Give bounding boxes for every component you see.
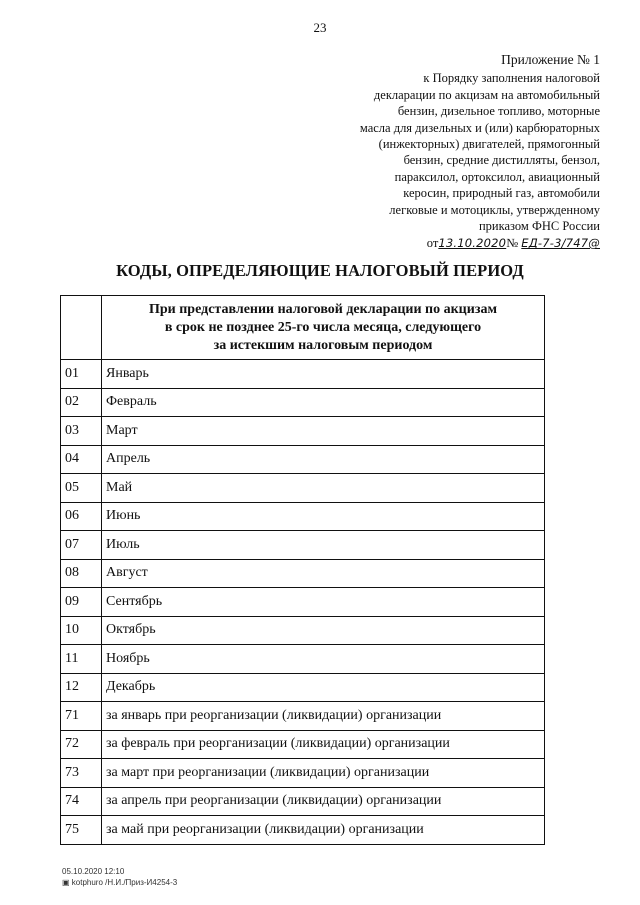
table-row: [61, 559, 545, 588]
period-description-cell: Январь: [102, 360, 545, 389]
table-row: [61, 787, 545, 816]
period-description-cell: Апрель: [102, 445, 545, 474]
period-code-cell: 71: [61, 702, 102, 731]
tax-period-codes-table: [60, 295, 545, 845]
period-description-cell: Май: [102, 474, 545, 503]
order-number-handwritten: ЕД-7-3/747@: [521, 236, 600, 251]
period-code-cell: 07: [61, 531, 102, 560]
period-code-cell: 02: [61, 388, 102, 417]
appendix-line: керосин, природный газ, автомобили: [403, 186, 600, 201]
period-code-cell: 74: [61, 787, 102, 816]
code-column-header: [61, 296, 102, 360]
period-code-cell: 12: [61, 673, 102, 702]
table-row: [61, 645, 545, 674]
period-code-cell: 10: [61, 616, 102, 645]
appendix-line: бензин, дизельное топливо, моторные: [397, 104, 600, 119]
from-label: от: [426, 236, 439, 251]
table-row: [61, 588, 545, 617]
period-description-cell: Декабрь: [102, 673, 545, 702]
period-code-cell: 08: [61, 559, 102, 588]
period-code-cell: 06: [61, 502, 102, 531]
order-date-handwritten: 13.10.2020: [438, 236, 507, 251]
period-code-cell: 05: [61, 474, 102, 503]
table-row: [61, 388, 545, 417]
period-description-cell: за январь при реорганизации (ликвидации) организации: [102, 702, 545, 731]
header-line: за истекшим налоговым периодом: [213, 337, 433, 353]
period-description-cell: за февраль при реорганизации (ликвидации) организации: [102, 730, 545, 759]
table-row: [61, 673, 545, 702]
table-header-row: [61, 296, 545, 360]
table-row: [61, 759, 545, 788]
period-code-cell: 04: [61, 445, 102, 474]
appendix-line: параксилол, ортоксилол, авиационный: [394, 169, 600, 184]
table-row: [61, 502, 545, 531]
period-description-cell: за март при реорганизации (ликвидации) организации: [102, 759, 545, 788]
table-row: [61, 417, 545, 446]
period-code-cell: 73: [61, 759, 102, 788]
document-title: КОДЫ, ОПРЕДЕЛЯЮЩИЕ НАЛОГОВЫЙ ПЕРИОД: [116, 261, 524, 280]
table-row: [61, 730, 545, 759]
footer-reference-text: kotphuro /Н.И./Приз-И4254-3: [71, 878, 178, 887]
table-row: [61, 531, 545, 560]
appendix-line: (инжекторных) двигателей, прямогонный: [378, 137, 600, 152]
period-description-cell: Ноябрь: [102, 645, 545, 674]
period-code-cell: 01: [61, 360, 102, 389]
period-description-cell: Июнь: [102, 502, 545, 531]
period-code-cell: 72: [61, 730, 102, 759]
order-reference-line: [300, 235, 600, 251]
period-column-header: [102, 296, 545, 360]
period-description-cell: Сентябрь: [102, 588, 545, 617]
header-line: в срок не позднее 25-го числа месяца, следующего: [164, 319, 482, 335]
appendix-line: к Порядку заполнения налоговой: [423, 71, 600, 86]
table-row: [61, 616, 545, 645]
footer-reference: ▣ kotphuro /Н.И./Приз-И4254-3: [62, 878, 178, 887]
footer-timestamp: 05.10.2020 12:10: [62, 867, 125, 876]
appendix-line: декларации по акцизам на автомобильный: [373, 87, 600, 102]
period-description-cell: Март: [102, 417, 545, 446]
period-code-cell: 03: [61, 417, 102, 446]
appendix-line: бензин, средние дистилляты, бензол,: [403, 153, 600, 168]
period-description-cell: за апрель при реорганизации (ликвидации) организации: [102, 787, 545, 816]
appendix-line: масла для дизельных и (или) карбюраторных: [359, 120, 600, 135]
table-row: [61, 474, 545, 503]
period-code-cell: 75: [61, 816, 102, 845]
appendix-block: [300, 52, 600, 252]
header-line: При представлении налоговой декларации по акцизам: [149, 301, 497, 317]
table-row: [61, 360, 545, 389]
appendix-line: легковые и мотоциклы, утвержденному: [389, 202, 600, 217]
period-description-cell: Октябрь: [102, 616, 545, 645]
number-label: №: [506, 236, 519, 251]
period-description-cell: Август: [102, 559, 545, 588]
table-row: [61, 816, 545, 845]
footer: [62, 866, 177, 888]
page-number: 23: [313, 20, 327, 35]
period-description-cell: Февраль: [102, 388, 545, 417]
period-description-cell: за май при реорганизации (ликвидации) организации: [102, 816, 545, 845]
appendix-line: приказом ФНС России: [478, 219, 600, 234]
period-description-cell: Июль: [102, 531, 545, 560]
table-row: [61, 702, 545, 731]
period-code-cell: 09: [61, 588, 102, 617]
period-code-cell: 11: [61, 645, 102, 674]
table-row: [61, 445, 545, 474]
appendix-title: Приложение № 1: [501, 52, 600, 67]
